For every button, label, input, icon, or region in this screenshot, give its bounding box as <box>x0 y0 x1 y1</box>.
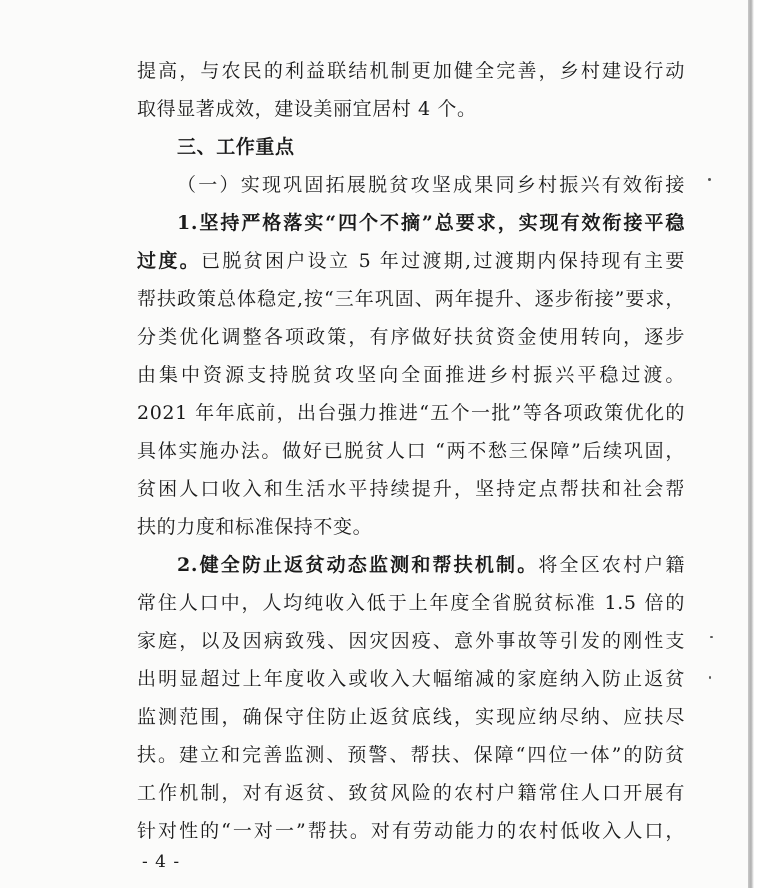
text-line: 分类优化调整各项政策，有序做好扶贫资金使用转向，逐步 <box>137 326 685 348</box>
item-heading: 2.健全防止返贫动态监测和帮扶机制。 <box>177 554 539 576</box>
text-line: 提高，与农民的利益联结机制更加健全完善，乡村建设行动 <box>137 60 685 82</box>
text-line: 家庭，以及因病致残、因灾因疫、意外事故等引发的刚性支 <box>137 630 685 652</box>
text-line: 监测范围，确保守住防止返贫底线，实现应纳尽纳、应扶尽 <box>137 706 685 728</box>
page-edge-shadow <box>748 0 766 888</box>
text-line: 出明显超过上年度收入或收入大幅缩减的家庭纳入防止返贫 <box>137 668 685 690</box>
text-line <box>137 242 685 280</box>
page-number: - 4 - <box>142 852 181 872</box>
text-line <box>137 546 685 584</box>
scan-speck <box>710 636 713 638</box>
item-heading: 1.坚持严格落实“四个不摘”总要求，实现有效衔接平稳 <box>177 212 685 234</box>
section-heading: 三、工作重点 <box>177 136 295 158</box>
body-text <box>137 52 685 850</box>
text-line: 具体实施办法。做好已脱贫人口 “两不愁三保障”后续巩固， <box>137 440 685 462</box>
text-line: 取得显著成效，建设美丽宜居村 4 个。 <box>137 98 477 120</box>
text-line: 2021 年年底前，出台强力推进“五个一批”等各项政策优化的 <box>137 402 685 424</box>
item-heading-end: 过度。 <box>137 250 201 272</box>
scan-speck <box>709 676 711 679</box>
text-line: 由集中资源支持脱贫攻坚向全面推进乡村振兴平稳过渡。 <box>137 364 685 386</box>
text-span: 已脱贫困户设立 5 年过渡期,过渡期内保持现有主要 <box>201 250 685 272</box>
subsection-heading: （一）实现巩固拓展脱贫攻坚成果同乡村振兴有效衔接 <box>177 174 685 196</box>
text-line: 贫困人口收入和生活水平持续提升，坚持定点帮扶和社会帮 <box>137 478 685 500</box>
text-span: 将全区农村户籍 <box>538 554 686 576</box>
text-line: 针对性的“一对一”帮扶。对有劳动能力的农村低收入人口， <box>137 820 685 842</box>
text-line: 扶的力度和标准保持不变。 <box>137 516 373 538</box>
scan-speck <box>708 178 711 181</box>
text-line: 工作机制，对有返贫、致贫风险的农村户籍常住人口开展有 <box>137 782 685 804</box>
text-line: 常住人口中，人均纯收入低于上年度全省脱贫标准 1.5 倍的 <box>137 592 685 614</box>
text-line: 扶。建立和完善监测、预警、帮扶、保障“四位一体”的防贫 <box>137 744 685 766</box>
text-line: 帮扶政策总体稳定,按“三年巩固、两年提升、逐步衔接”要求， <box>137 288 685 310</box>
